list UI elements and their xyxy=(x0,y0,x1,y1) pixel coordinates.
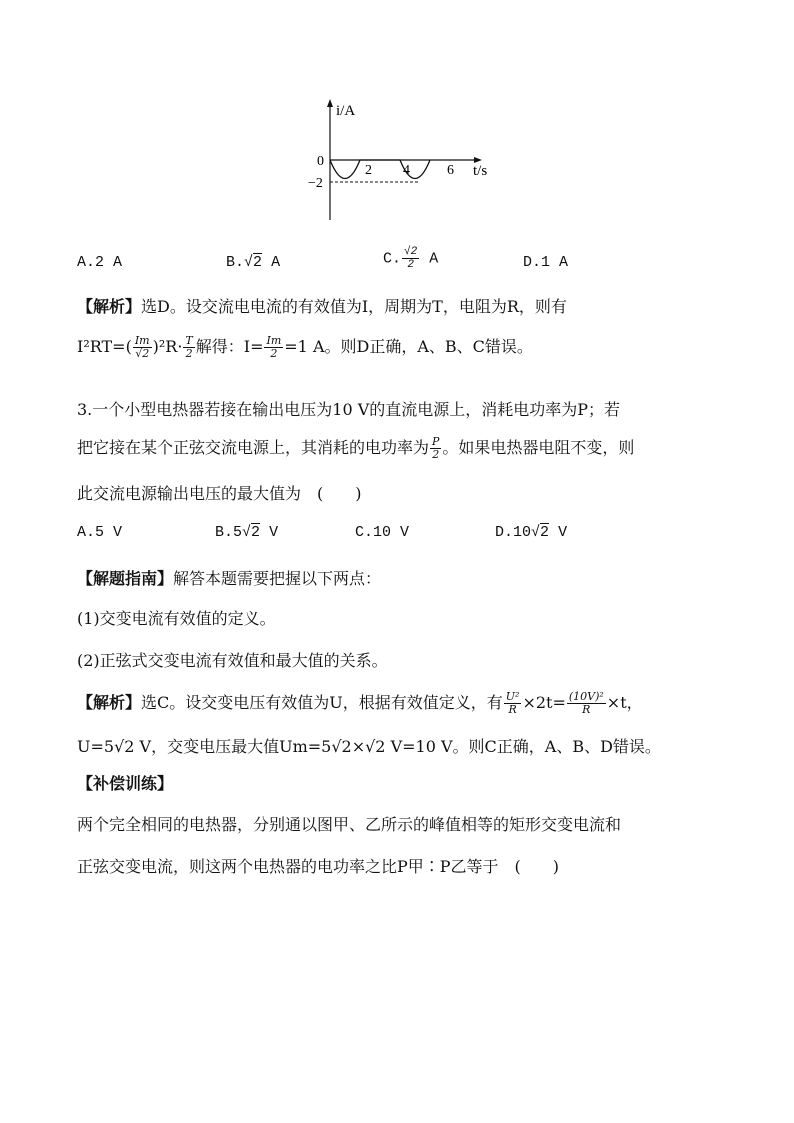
q2-option-c-unit: A xyxy=(429,250,439,268)
q2-analysis-text: 选D。设交流电电流的有效值为I，周期为T，电阻为R，则有 xyxy=(141,297,567,316)
equation-solve-text: 解得：I= xyxy=(195,337,264,356)
supplement-tag: 【补偿训练】 xyxy=(77,774,174,793)
q3-option-d-radicand: 2 xyxy=(540,524,550,541)
q3-analysis-fraction-1 xyxy=(504,691,522,716)
current-waveform xyxy=(330,160,430,179)
q3-stem-line-2-tail: 。如果电热器电阻不变，则 xyxy=(442,438,635,457)
fraction-denominator: 2 xyxy=(407,259,414,271)
fraction-numerator: (10V)² xyxy=(568,690,604,703)
fraction-denominator: √2 xyxy=(135,347,150,360)
q2-option-b-prefix: B. xyxy=(226,254,245,271)
q3-analysis xyxy=(77,690,643,716)
q3-analysis-text: 选C。设交变电压有效值为U，根据有效值定义，有 xyxy=(141,693,503,712)
x-tick-label-4: 4 xyxy=(403,163,410,178)
q3-option-b-prefix: B.5 xyxy=(215,524,243,541)
q3-option-b-unit: V xyxy=(269,524,279,541)
q2-option-c-fraction xyxy=(402,246,419,271)
fraction-numerator: Im xyxy=(134,334,150,347)
q2-option-b-radicand: 2 xyxy=(253,254,263,271)
q3-guide-point-2: (2)正弦式交变电流有效值和最大值的关系。 xyxy=(77,651,388,670)
q3-option-d-unit: V xyxy=(558,524,568,541)
x-axis-label: t/s xyxy=(473,163,488,179)
analysis-tag: 【解析】 xyxy=(77,297,142,316)
fraction-denominator: R xyxy=(582,703,591,716)
q3-analysis-tail: ×t， xyxy=(606,693,643,712)
q3-option-d-prefix: D.10 xyxy=(495,524,532,541)
fraction-denominator: 2 xyxy=(185,347,193,360)
q3-stem-line-1: 3.一个小型电热器若接在输出电压为10 V的直流电源上，消耗电功率为P；若 xyxy=(77,400,621,419)
q2-option-c-prefix: C. xyxy=(383,250,402,268)
q3-stem-line-2 xyxy=(77,435,634,461)
current-time-graph xyxy=(300,95,500,225)
q3-guide-point-1: (1)交变电流有效值的定义。 xyxy=(77,609,276,628)
q3-power-fraction xyxy=(430,436,441,461)
fraction-denominator: 2 xyxy=(432,448,440,461)
fraction-numerator: √2 xyxy=(404,246,418,258)
sqrt-symbol: √ xyxy=(244,254,254,271)
equation-fraction-2 xyxy=(183,335,194,360)
guide-tag: 【解题指南】 xyxy=(77,569,174,588)
equation-lhs: I²RT=( xyxy=(77,337,132,356)
q2-option-b xyxy=(226,254,280,271)
fraction-numerator: Im xyxy=(266,334,282,347)
x-tick-label-6: 6 xyxy=(447,163,454,178)
supplement-line-1: 两个完全相同的电热器，分别通以图甲、乙所示的峰值相等的矩形交变电流和 xyxy=(77,815,622,834)
equation-fraction-3 xyxy=(264,335,283,360)
q3-option-a: A.5 V xyxy=(77,524,123,541)
equation-middle: )²R· xyxy=(152,337,183,356)
origin-label: 0 xyxy=(317,154,324,169)
q3-stem-line-2-text: 把它接在某个正弦交流电源上，其消耗的电功率为 xyxy=(77,438,430,457)
fraction-numerator: T xyxy=(185,334,193,347)
q2-analysis xyxy=(77,294,567,317)
q2-equation xyxy=(77,334,533,360)
q3-analysis-fraction-2 xyxy=(567,691,606,716)
y-axis-label: i/A xyxy=(336,103,356,119)
supplement-line-2: 正弦交变电流，则这两个电热器的电功率之比P甲∶P乙等于 ( ) xyxy=(77,857,560,876)
equation-fraction-1 xyxy=(133,335,152,360)
q3-option-c: C.10 V xyxy=(355,524,410,541)
q3-stem-line-3: 此交流电源输出电压的最大值为 ( ) xyxy=(77,484,362,503)
y-axis-arrow xyxy=(327,99,333,107)
q3-option-b xyxy=(215,524,278,541)
q2-option-d: D.1 A xyxy=(523,254,569,271)
q2-option-c xyxy=(383,246,438,271)
q3-analysis-conclusion: U=5√2 V，交变电压最大值Um=5√2×√2 V=10 V。则C正确，A、B、D错误。 xyxy=(77,737,661,756)
fraction-numerator: P xyxy=(432,435,440,448)
analysis-tag: 【解析】 xyxy=(77,693,142,712)
q3-analysis-middle: ×2t= xyxy=(522,693,566,712)
equation-conclusion: =1 A。则D正确，A、B、C错误。 xyxy=(284,337,533,356)
fraction-numerator: U² xyxy=(505,690,520,703)
fraction-denominator: 2 xyxy=(270,347,278,360)
sqrt-symbol: √ xyxy=(242,524,252,541)
y-tick-label: −2 xyxy=(308,176,323,191)
fraction-denominator: R xyxy=(508,703,517,716)
q3-option-b-radicand: 2 xyxy=(251,524,261,541)
x-tick-label-2: 2 xyxy=(365,163,372,178)
q3-guide xyxy=(77,566,381,589)
sqrt-symbol: √ xyxy=(531,524,541,541)
guide-text: 解答本题需要把握以下两点： xyxy=(173,569,382,588)
q2-option-a: A.2 A xyxy=(77,254,123,271)
q3-option-d xyxy=(495,524,567,541)
q2-option-b-unit: A xyxy=(271,254,281,271)
